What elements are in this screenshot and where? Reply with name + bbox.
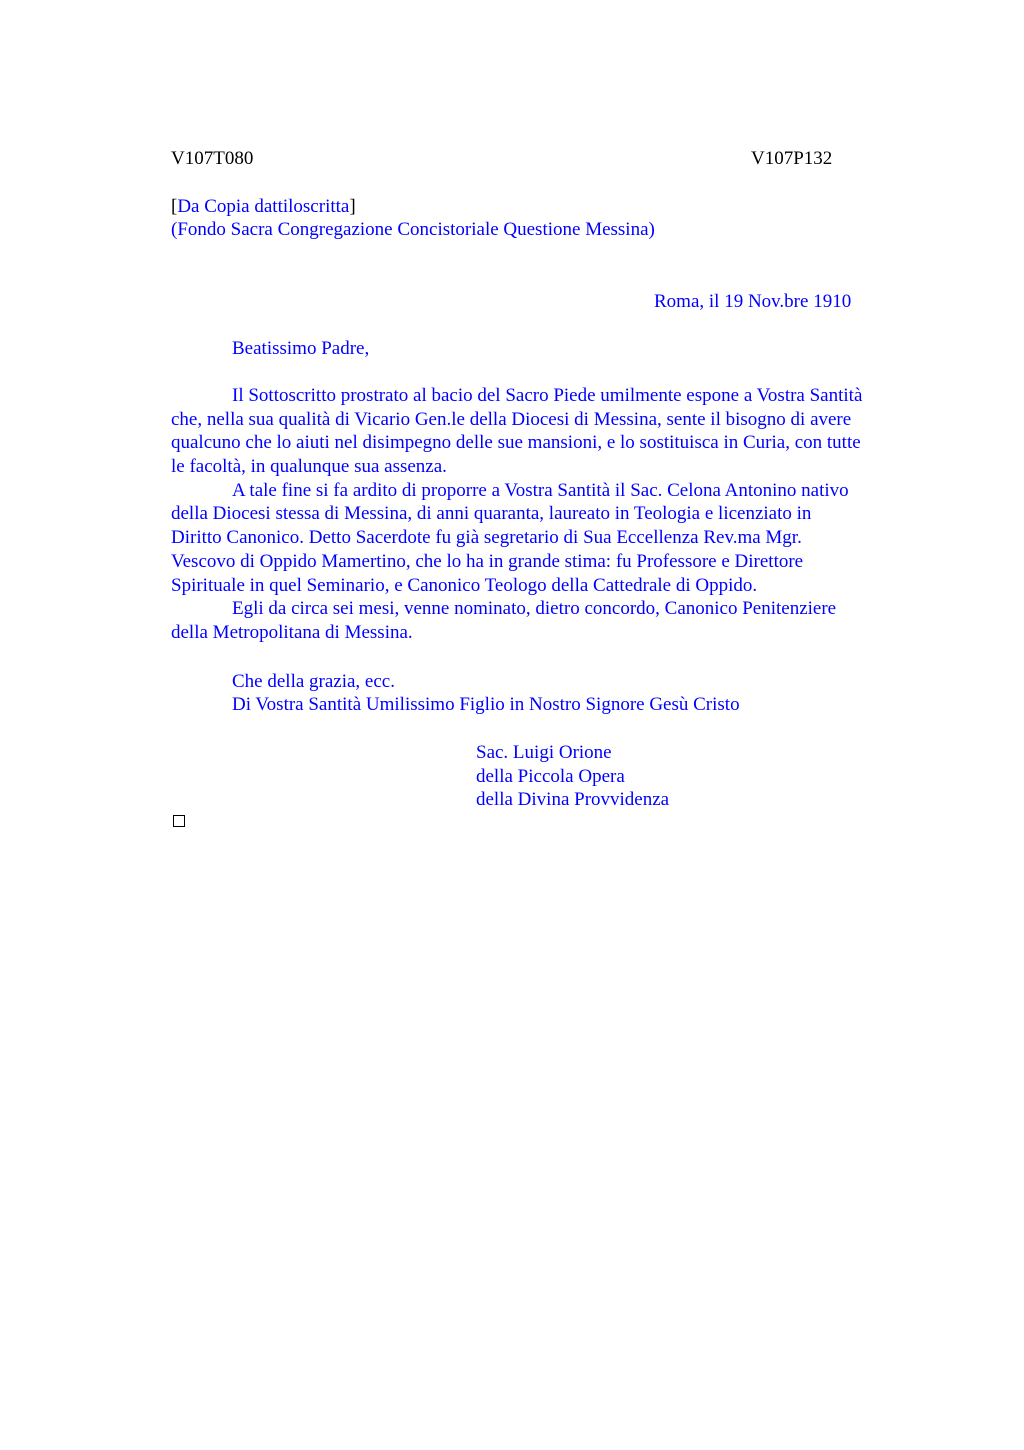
document-code-left: V107T080 — [171, 148, 254, 169]
body-line: della Diocesi stessa di Messina, di anni quaranta, laureato in Teologia e licenziato in — [171, 503, 812, 525]
source-bracket-open: [ — [171, 196, 178, 217]
closing-formula: Che della grazia, ecc. — [232, 671, 395, 692]
document-code-right: V107P132 — [751, 148, 833, 169]
letter-body — [171, 384, 923, 645]
body-line: Il Sottoscritto prostrato al bacio del Sacro Piede umilmente espone a Vostra Santità — [232, 385, 863, 406]
body-line: A tale fine si fa ardito di proporre a Vostra Santità il Sac. Celona Antonino nativo — [232, 479, 849, 501]
closing-devotion: Di Vostra Santità Umilissimo Figlio in Nostro Signore Gesù Cristo — [232, 694, 740, 715]
end-marker-box — [173, 815, 185, 827]
body-line: le facoltà, in qualunque sua assenza. — [171, 456, 447, 478]
body-line: Egli da circa sei mesi, venne nominato, dietro concordo, Canonico Penitenziere — [232, 598, 837, 620]
body-line: Vescovo di Oppido Mamertino, che lo ha in grande stima: fu Professore e Direttore — [171, 550, 804, 572]
source-note — [171, 195, 356, 219]
body-line: Diritto Canonico. Detto Sacerdote fu già segretario di Sua Eccellenza Rev.ma Mgr. — [171, 527, 802, 549]
signature-name: Sac. Luigi Orione — [476, 742, 612, 763]
signature-line-2: della Piccola Opera — [476, 766, 625, 787]
letter-date: Roma, il 19 Nov.bre 1910 — [654, 291, 852, 312]
signature-line-3: della Divina Provvidenza — [476, 789, 670, 810]
source-bracket-close: ] — [349, 196, 356, 217]
body-line: della Metropolitana di Messina. — [171, 621, 413, 643]
body-line: qualcuno che lo aiuti nel disimpegno delle sue mansioni, e lo sostituisca in Curia, con tutte — [171, 432, 861, 454]
body-line: Spirituale in quel Seminario, e Canonico Teologo della Cattedrale di Oppido. — [171, 574, 758, 596]
archive-fund: (Fondo Sacra Congregazione Concistoriale Questione Messina) — [171, 219, 655, 240]
source-label: Da Copia dattiloscritta — [177, 196, 350, 217]
body-line: che, nella sua qualità di Vicario Gen.le della Diocesi di Messina, sente il bisogno di avere — [171, 408, 852, 430]
salutation: Beatissimo Padre, — [232, 338, 370, 359]
